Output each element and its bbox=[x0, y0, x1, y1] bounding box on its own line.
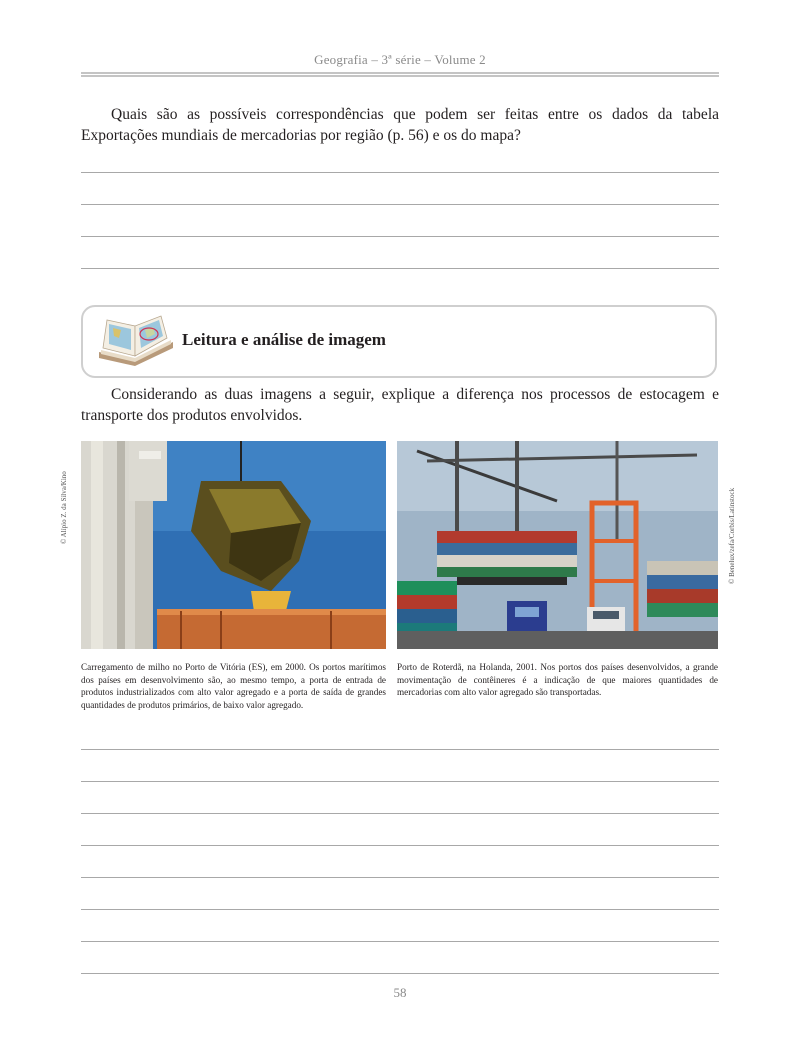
answer-line[interactable] bbox=[81, 941, 719, 942]
answer-line[interactable] bbox=[81, 781, 719, 782]
page-number: 58 bbox=[393, 985, 407, 1000]
answer-line[interactable] bbox=[81, 749, 719, 750]
header-divider bbox=[81, 72, 719, 77]
container-port-photo bbox=[397, 441, 718, 649]
corn-loading-photo bbox=[81, 441, 386, 649]
instruction-text: Considerando as duas imagens a seguir, explique a diferença nos processos de estocagem e transporte dos produtos envolvidos. bbox=[81, 386, 719, 424]
open-book-with-map-icon bbox=[95, 312, 177, 370]
answer-line[interactable] bbox=[81, 909, 719, 910]
photo-caption: Carregamento de milho no Porto de Vitória (ES), em 2000. Os portos marítimos dos países em desenvolvimento são, ao mesmo tempo, a porta de entrada de produtos industrializados com alto valor agregado e a porta de saída de grandes quantidades de produtos primários, de baixo valor agregado. bbox=[81, 662, 386, 710]
answer-line[interactable] bbox=[81, 236, 719, 237]
answer-line[interactable] bbox=[81, 268, 719, 269]
question-text: Quais são as possíveis correspondências que podem ser feitas entre os dados da tabela Exportações mundiais de mercadorias por região (p. 56) e os do mapa? bbox=[81, 106, 719, 144]
answer-line[interactable] bbox=[81, 172, 719, 173]
photo-credit-left: © Alípio Z. da Silva/Kino bbox=[60, 471, 68, 544]
page-header: Geografia – 3ª série – Volume 2 bbox=[314, 52, 486, 67]
answer-line[interactable] bbox=[81, 204, 719, 205]
answer-line[interactable] bbox=[81, 813, 719, 814]
photo-credit-right: © Benelux/zefa/Corbis/Latinstock bbox=[728, 487, 736, 584]
answer-line[interactable] bbox=[81, 877, 719, 878]
section-title: Leitura e análise de imagem bbox=[182, 330, 386, 349]
photo-caption: Porto de Roterdã, na Holanda, 2001. Nos portos dos países desenvolvidos, a grande movimentação de contêineres é a indicação de que maiores quantidades de mercadorias com alto valor agregado são transportadas. bbox=[397, 662, 718, 697]
answer-line[interactable] bbox=[81, 845, 719, 846]
answer-line[interactable] bbox=[81, 973, 719, 974]
